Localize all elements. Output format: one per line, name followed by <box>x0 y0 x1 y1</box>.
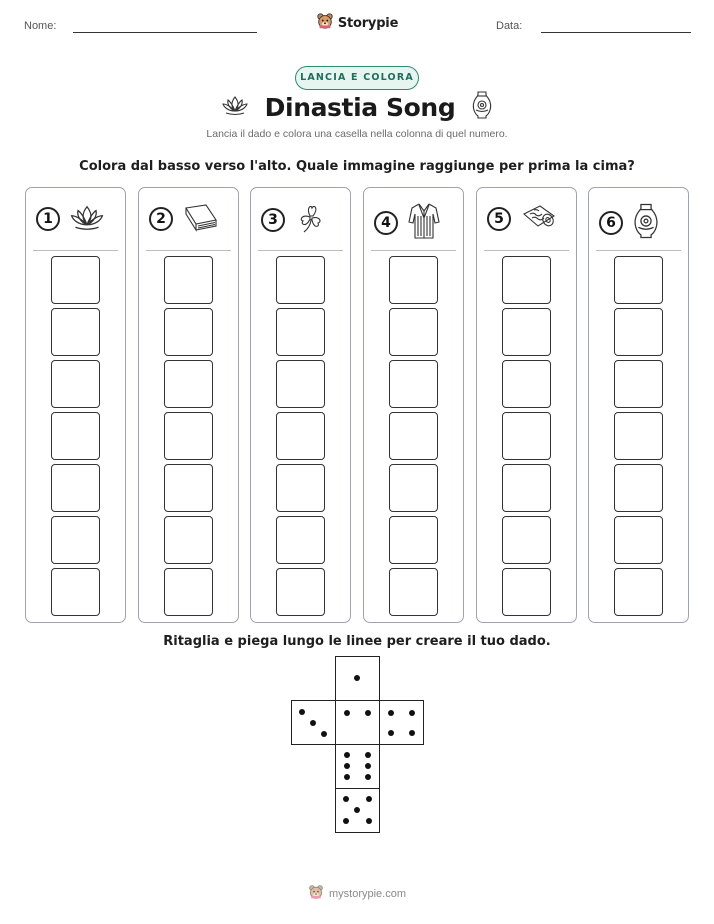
color-cell[interactable] <box>51 256 100 304</box>
die-pip <box>365 710 371 716</box>
color-cell[interactable] <box>502 412 551 460</box>
color-cell[interactable] <box>389 360 438 408</box>
die-pip <box>321 731 327 737</box>
color-cell[interactable] <box>389 516 438 564</box>
column-4 <box>363 187 464 623</box>
color-cell[interactable] <box>614 568 663 616</box>
die-pip <box>365 752 371 758</box>
die-face-1 <box>335 656 380 701</box>
color-cell[interactable] <box>502 308 551 356</box>
die-pip <box>344 763 350 769</box>
die-face-3 <box>291 700 336 745</box>
column-header <box>261 202 326 238</box>
color-cell[interactable] <box>164 412 213 460</box>
column-6 <box>588 187 689 623</box>
brand-logo <box>0 12 714 34</box>
color-cell[interactable] <box>276 256 325 304</box>
column-header <box>374 202 441 244</box>
die-pip <box>366 818 372 824</box>
activity-badge: LANCIA E COLORA <box>295 66 419 90</box>
subtitle: Lancia il dado e colora una casella nella colonna di quel numero. <box>206 128 508 140</box>
color-cell[interactable] <box>502 256 551 304</box>
color-cell[interactable] <box>389 412 438 460</box>
color-cell[interactable] <box>276 308 325 356</box>
color-cell[interactable] <box>51 360 100 408</box>
color-cell[interactable] <box>164 256 213 304</box>
die-pip <box>343 796 349 802</box>
column-5 <box>476 187 577 623</box>
die-pip <box>344 774 350 780</box>
bear-icon <box>308 884 324 904</box>
coloring-instruction: Colora dal basso verso l'alto. Quale immagine raggiunge per prima la cima? <box>79 159 635 174</box>
lotus-icon <box>221 94 249 120</box>
color-cell[interactable] <box>51 308 100 356</box>
column-3 <box>250 187 351 623</box>
vase-icon <box>471 90 493 124</box>
color-cell[interactable] <box>389 464 438 512</box>
die-pip <box>299 709 305 715</box>
color-cell[interactable] <box>614 464 663 512</box>
column-2 <box>138 187 239 623</box>
die-face-5 <box>335 788 380 833</box>
color-cell[interactable] <box>389 308 438 356</box>
die-pip <box>365 774 371 780</box>
die-pip <box>409 730 415 736</box>
color-cell[interactable] <box>276 412 325 460</box>
column-divider <box>33 250 118 251</box>
title-row <box>0 90 714 124</box>
die-instruction: Ritaglia e piega lungo le linee per creare il tuo dado. <box>163 634 551 649</box>
color-cell[interactable] <box>502 464 551 512</box>
vase-icon <box>632 202 660 244</box>
lotus-icon <box>69 202 105 236</box>
color-cell[interactable] <box>276 516 325 564</box>
column-number: 3 <box>261 208 285 232</box>
color-cell[interactable] <box>389 256 438 304</box>
scroll-icon <box>520 202 558 236</box>
color-cell[interactable] <box>614 256 663 304</box>
color-cell[interactable] <box>276 360 325 408</box>
color-cell[interactable] <box>614 412 663 460</box>
column-number: 1 <box>36 207 60 231</box>
column-header <box>36 202 105 236</box>
die-pip <box>365 763 371 769</box>
die-pip <box>388 710 394 716</box>
color-cell[interactable] <box>164 308 213 356</box>
column-number: 4 <box>374 211 398 235</box>
die-pip <box>343 818 349 824</box>
footer <box>0 884 714 904</box>
color-cell[interactable] <box>502 516 551 564</box>
column-1 <box>25 187 126 623</box>
column-number: 6 <box>599 211 623 235</box>
color-cell[interactable] <box>164 568 213 616</box>
footer-url[interactable]: mystorypie.com <box>328 888 407 900</box>
book-icon <box>182 202 220 236</box>
color-cell[interactable] <box>51 516 100 564</box>
column-divider <box>484 250 569 251</box>
brand-name: Storypie <box>337 15 399 31</box>
die-pip <box>366 796 372 802</box>
column-divider <box>146 250 231 251</box>
color-cell[interactable] <box>276 464 325 512</box>
die-face-4 <box>379 700 424 745</box>
die-pip <box>310 720 316 726</box>
column-divider <box>596 250 681 251</box>
column-header <box>149 202 220 236</box>
robe-icon <box>407 202 441 244</box>
color-cell[interactable] <box>276 568 325 616</box>
color-cell[interactable] <box>51 412 100 460</box>
die-pip <box>354 675 360 681</box>
clover-icon <box>294 202 326 238</box>
column-divider <box>258 250 343 251</box>
color-cell[interactable] <box>51 568 100 616</box>
color-cell[interactable] <box>51 464 100 512</box>
page-title: Dinastia Song <box>264 92 456 122</box>
die-face-6 <box>335 744 380 789</box>
color-cell[interactable] <box>389 568 438 616</box>
die-pip <box>344 710 350 716</box>
die-pip <box>409 710 415 716</box>
color-cell[interactable] <box>502 568 551 616</box>
color-cell[interactable] <box>614 308 663 356</box>
die-pip <box>388 730 394 736</box>
color-cell[interactable] <box>164 360 213 408</box>
name-label: Nome: <box>24 20 57 32</box>
die-pip <box>354 807 360 813</box>
color-cell[interactable] <box>614 360 663 408</box>
column-divider <box>371 250 456 251</box>
color-cell[interactable] <box>164 464 213 512</box>
die-face-2 <box>335 700 380 745</box>
column-number: 5 <box>487 207 511 231</box>
column-header <box>599 202 660 244</box>
color-cell[interactable] <box>502 360 551 408</box>
color-cell[interactable] <box>164 516 213 564</box>
bear-icon <box>316 12 334 34</box>
color-cell[interactable] <box>614 516 663 564</box>
date-label: Data: <box>496 20 523 32</box>
column-number: 2 <box>149 207 173 231</box>
die-pip <box>344 752 350 758</box>
column-header <box>487 202 558 236</box>
